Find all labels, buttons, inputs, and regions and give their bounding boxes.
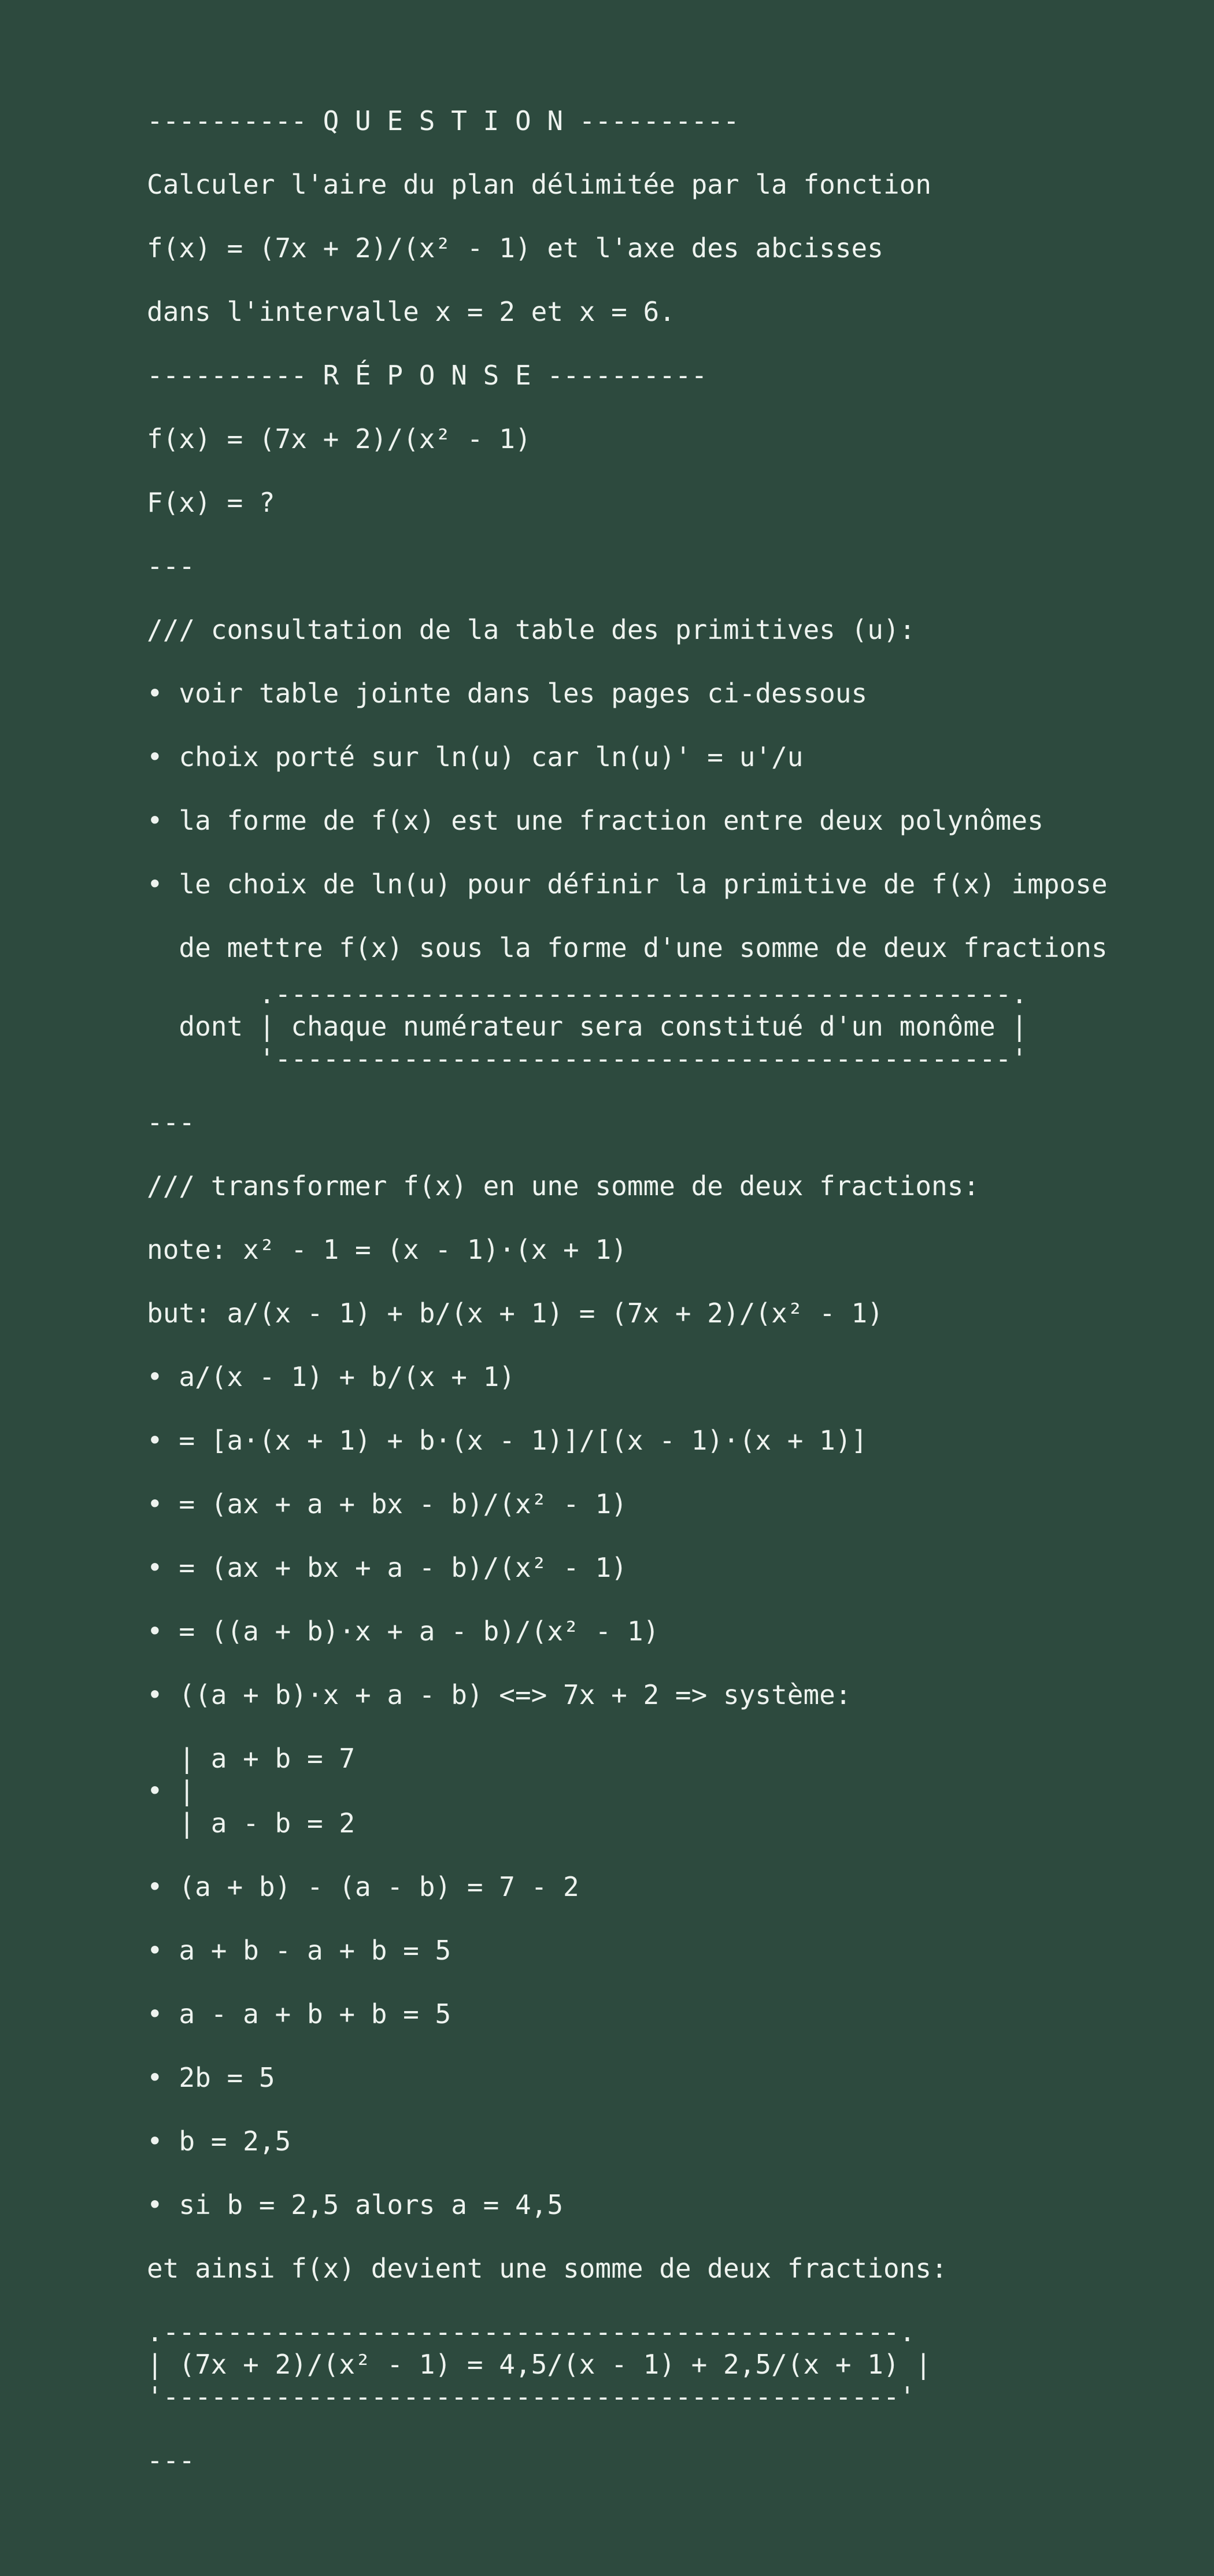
question-line-2: f(x) = (7x + 2)/(x² - 1) et l'axe des abcisses [147,232,883,264]
section-1-bullet-1: • voir table jointe dans les pages ci-dessous [147,678,868,709]
box-1-text: dont | chaque numérateur sera constitué d'un monôme | [147,1011,1028,1042]
question-header: ---------- Q U E S T I O N ---------- [147,105,739,136]
solve-step-2: • a + b - a + b = 5 [147,1935,451,1966]
step-5: • = ((a + b)·x + a - b)/(x² - 1) [147,1616,660,1647]
system-line-1: | a + b = 7 [147,1743,356,1774]
system-line-2: • | [147,1775,195,1806]
section-1-bullet-2: • choix porté sur ln(u) car ln(u)' = u'/u [147,741,804,773]
step-3: • = (ax + a + bx - b)/(x² - 1) [147,1488,627,1520]
step-4: • = (ax + bx + a - b)/(x² - 1) [147,1552,627,1583]
result-box [147,2316,1187,2413]
document-page [147,105,1187,2508]
solve-step-3: • a - a + b + b = 5 [147,1998,451,2030]
section-1-bullet-4: • le choix de ln(u) pour définir la primitive de f(x) impose [147,868,1108,900]
step-1: • a/(x - 1) + b/(x + 1) [147,1361,515,1392]
section-2-title: /// transformer f(x) en une somme de deux fractions: [147,1170,980,1202]
section-1-title: /// consultation de la table des primitives (u): [147,614,916,645]
solve-step-6: • si b = 2,5 alors a = 4,5 [147,2189,564,2220]
step-2: • = [a·(x + 1) + b·(x - 1)]/[(x - 1)·(x + 1)] [147,1425,868,1456]
box-1-top: .----------------------------------------------. [147,978,1028,1010]
separator-3: --- [147,2445,195,2476]
system-line-3: | a - b = 2 [147,1808,356,1839]
solve-step-4: • 2b = 5 [147,2062,275,2093]
section-1-bullet-4-continued: de mettre f(x) sous la forme d'une somme de deux fractions [147,932,1108,963]
section-1-bullet-3: • la forme de f(x) est une fraction entre deux polynômes [147,805,1043,836]
factorization-note: note: x² - 1 = (x - 1)·(x + 1) [147,1234,627,1265]
separator-2: --- [147,1107,195,1138]
box-2-text: | (7x + 2)/(x² - 1) = 4,5/(x - 1) + 2,5/(x + 1) | [147,2349,932,2380]
box-2-top: .----------------------------------------------. [147,2316,916,2348]
answer-header: ---------- R É P O N S E ---------- [147,360,708,391]
box-2-bottom: '----------------------------------------------' [147,2381,916,2412]
solve-step-1: • (a + b) - (a - b) = 7 - 2 [147,1871,579,1902]
monomial-note-box [147,978,1187,1075]
solve-step-5: • b = 2,5 [147,2126,291,2157]
function-definition: f(x) = (7x + 2)/(x² - 1) [147,423,531,454]
separator-1: --- [147,550,195,582]
conclusion-text: et ainsi f(x) devient une somme de deux fractions: [147,2253,947,2284]
goal-equation: but: a/(x - 1) + b/(x + 1) = (7x + 2)/(x² - 1) [147,1298,883,1329]
question-line-3: dans l'intervalle x = 2 et x = 6. [147,296,675,327]
equation-system [147,1742,1187,1839]
step-6: • ((a + b)·x + a - b) <=> 7x + 2 => système: [147,1679,852,1710]
primitive-definition: F(x) = ? [147,487,275,518]
question-line-1: Calculer l'aire du plan délimitée par la fonction [147,169,932,200]
box-1-bottom: '----------------------------------------------' [147,1043,1028,1074]
